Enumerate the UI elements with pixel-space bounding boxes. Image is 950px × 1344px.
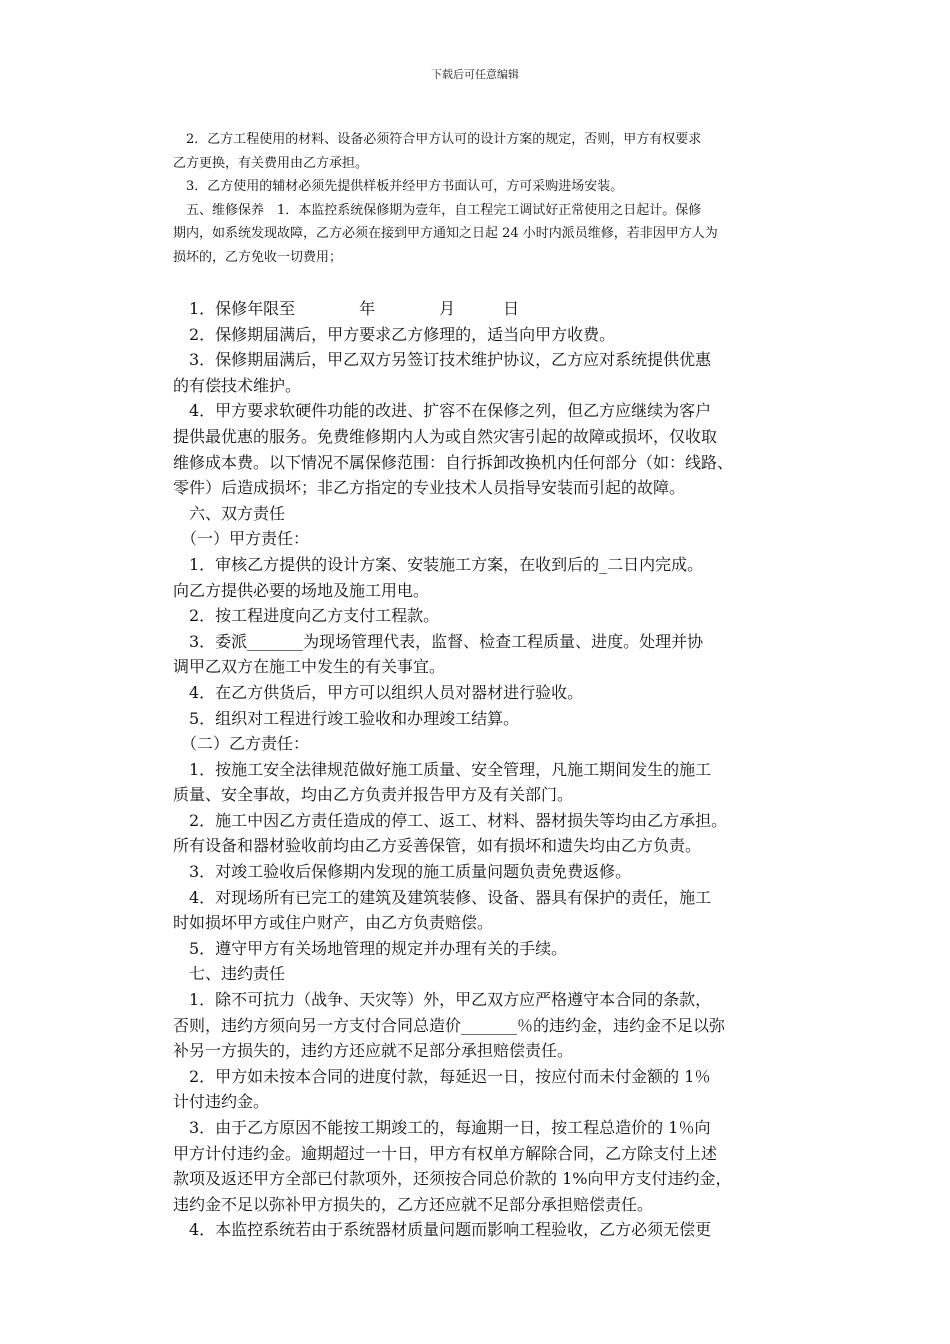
subsection-heading: （二）乙方责任：: [173, 734, 310, 754]
text-line: 乙方更换，有关费用由乙方承担。: [173, 155, 369, 171]
text-line: 补另一方损失的，违约方还应就不足部分承担赔偿责任。: [173, 1041, 574, 1061]
text-line: 所有设备和器材验收前均由乙方妥善保管，如有损坏和遗失均由乙方负责。: [173, 836, 702, 856]
contract-text-large: [173, 296, 813, 1243]
text-line: 五、维修保养 1．本监控系统保修期为壹年，自工程完工调试好正常使用之日起计。保修: [173, 202, 702, 218]
text-line: 3．乙方使用的辅材必须先提供样板并经甲方书面认可，方可采购进场安装。: [173, 179, 624, 194]
page-header: 下载后可任意编辑: [431, 68, 519, 81]
text-line: 否则，违约方须向另一方支付合同总造价_______％的违约金，违约金不足以弥: [173, 1015, 726, 1035]
text-line: 4．对现场所有已完工的建筑及建筑装修、设备、器具有保护的责任，施工: [173, 887, 712, 907]
contract-text-small: [173, 128, 813, 269]
text-line: 2．乙方工程使用的材料、设备必须符合甲方认可的设计方案的规定，否则，甲方有权要求: [173, 132, 702, 147]
text-line: 零件）后造成损坏；非乙方指定的专业技术人员指导安装而引起的故障。: [173, 478, 686, 498]
text-line: 1．按施工安全法律规范做好施工质量、安全管理，凡施工期间发生的施工: [173, 759, 712, 779]
text-line: 提供最优惠的服务。免费维修期内人为或自然灾害引起的故障或损坏，仅收取: [173, 426, 718, 446]
section-heading: 六、双方责任: [173, 503, 286, 523]
text-line: 计付违约金。: [173, 1092, 270, 1112]
text-line: 2．按工程进度向乙方支付工程款。: [173, 606, 440, 626]
text-line: 损坏的，乙方免收一切费用；: [173, 249, 343, 265]
text-line: 质量、安全事故，均由乙方负责并报告甲方及有关部门。: [173, 785, 574, 805]
text-line: 3．委派_______为现场管理代表，监督、检查工程质量、进度。处理并协: [173, 631, 704, 651]
subsection-heading: （一）甲方责任：: [173, 529, 310, 549]
text-line: 1．保修年限至 年 月 日: [173, 299, 520, 318]
text-line: 违约金不足以弥补甲方损失的，乙方还应就不足部分承担赔偿责任。: [173, 1194, 654, 1214]
text-line: 2．施工中因乙方责任造成的停工、返工、材料、器材损失等均由乙方承担。: [173, 810, 728, 830]
text-line: 4．甲方要求软硬件功能的改进、扩容不在保修之列，但乙方应继续为客户: [173, 401, 712, 421]
text-line: 甲方计付违约金。逾期超过一十日，甲方有权单方解除合同，乙方除支付上述: [173, 1143, 718, 1163]
text-line: 3．保修期届满后，甲乙双方另签订技术维护协议，乙方应对系统提供优惠: [173, 350, 712, 370]
text-line: 的有偿技术维护。: [173, 375, 302, 395]
text-line: 4．在乙方供货后，甲方可以组织人员对器材进行验收。: [173, 682, 584, 702]
text-line: 4．本监控系统若由于系统器材质量问题而影响工程验收，乙方必须无偿更: [173, 1220, 712, 1240]
text-line: 调甲乙双方在施工中发生的有关事宜。: [173, 657, 446, 677]
text-line: 2．保修期届满后，甲方要求乙方修理的，适当向甲方收费。: [173, 324, 616, 344]
text-line: 1．除不可抗力（战争、天灾等）外，甲乙双方应严格遵守本合同的条款，: [173, 990, 712, 1010]
text-line: 向乙方提供必要的场地及施工用电。: [173, 580, 430, 600]
text-line: 期内，如系统发现故障，乙方必须在接到甲方通知之日起 24 小时内派员维修，若非因甲方人为: [173, 226, 718, 241]
text-line: 时如损坏甲方或住户财产，由乙方负责赔偿。: [173, 913, 494, 933]
text-line: 3．对竣工验收后保修期内发现的施工质量问题负责免费返修。: [173, 862, 632, 882]
text-line: 3．由于乙方原因不能按工期竣工的，每逾期一日，按工程总造价的 1％向: [173, 1118, 711, 1137]
text-line: 2．甲方如未按本合同的进度付款，每延迟一日，按应付而未付金额的 1％: [173, 1066, 711, 1086]
section-heading: 七、违约责任: [173, 964, 286, 984]
text-line: 维修成本费。以下情况不属保修范围：自行拆卸改换机内任何部分（如：线路、: [173, 452, 734, 472]
text-line: 5．组织对工程进行竣工验收和办理竣工结算。: [173, 708, 520, 728]
text-line: 5．遵守甲方有关场地管理的规定并办理有关的手续。: [173, 938, 568, 958]
text-line: 1．审核乙方提供的设计方案、安装施工方案，在收到后的_二日内完成。: [173, 554, 704, 574]
text-line: 款项及返还甲方全部已付款项外，还须按合同总价款的 1%向甲方支付违约金，: [173, 1169, 732, 1189]
